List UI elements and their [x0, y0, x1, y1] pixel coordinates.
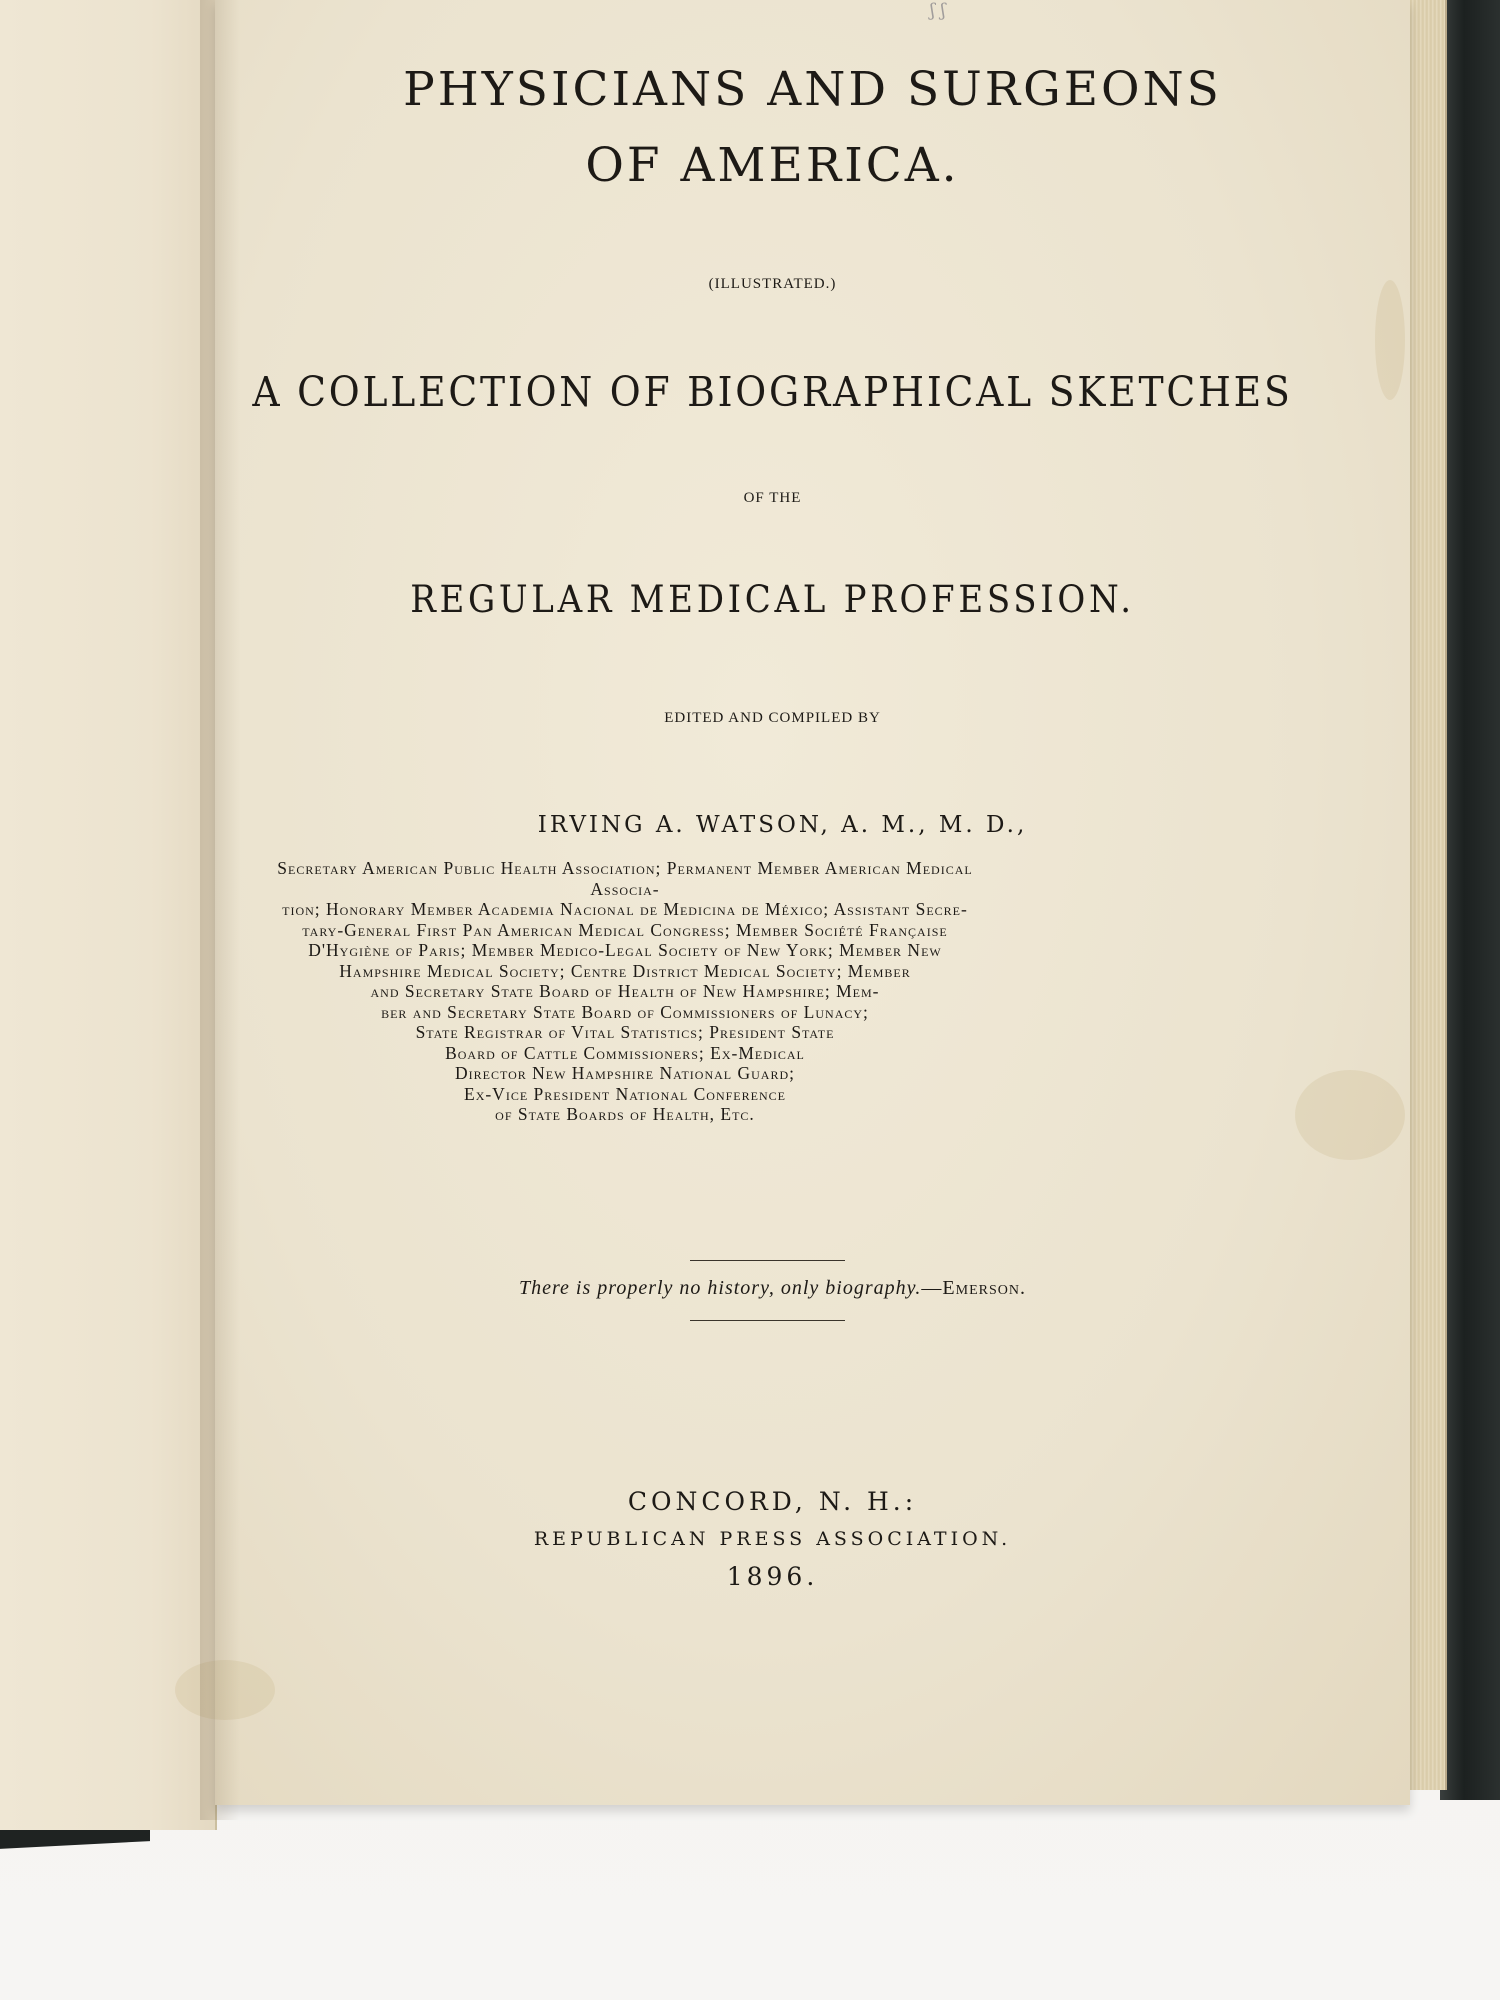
- gutter-shadow: [200, 0, 240, 1820]
- subtitle: A COLLECTION OF BIOGRAPHICAL SKETCHES: [252, 368, 1293, 416]
- editor-credentials: [255, 858, 995, 1125]
- imprint-year: 1896.: [726, 1562, 819, 1591]
- page-stain: [1375, 280, 1405, 400]
- credentials-line: State Registrar of Vital Statistics; President State: [415, 1022, 835, 1042]
- of-the-label: OF THE: [743, 490, 802, 506]
- credentials-line: ber and Secretary State Board of Commissioners of Lunacy;: [381, 1001, 869, 1022]
- illustrated-label: (ILLUSTRATED.): [708, 276, 837, 292]
- imprint-publisher: REPUBLICAN PRESS ASSOCIATION.: [533, 1528, 1012, 1550]
- edited-by-label: EDITED AND COMPILED BY: [664, 710, 881, 726]
- credentials-line: D'Hygiène of Paris; Member Medico-Legal Society of New York; Member New: [308, 940, 942, 960]
- credentials-line: Ex-Vice President National Conference: [464, 1083, 786, 1104]
- title-line-1: PHYSICIANS AND SURGEONS: [403, 62, 1222, 117]
- title-line-2: OF AMERICA.: [585, 138, 960, 193]
- rule-top: [690, 1260, 845, 1261]
- profession-title: REGULAR MEDICAL PROFESSION.: [410, 578, 1135, 621]
- page-edges: [1405, 0, 1447, 1790]
- rule-bottom: [690, 1320, 845, 1321]
- imprint-place: CONCORD, N. H.:: [627, 1487, 918, 1516]
- epigraph-text: There is properly no history, only biography.: [519, 1277, 922, 1299]
- epigraph: [175, 1277, 1370, 1300]
- credentials-line: tion; Honorary Member Academia Nacional de Medicina de México; Assistant Secre-: [282, 899, 968, 919]
- credentials-line: Hampshire Medical Society; Centre District Medical Society; Member: [339, 960, 911, 981]
- page-stain: [1295, 1070, 1405, 1160]
- credentials-line: Board of Cattle Commissioners; Ex-Medical: [445, 1042, 805, 1063]
- credentials-line: of State Boards of Health, Etc.: [495, 1104, 755, 1124]
- pencil-mark: ʃ ʃ: [930, 0, 946, 21]
- book-cover-edge: [1440, 0, 1500, 1800]
- credentials-line: tary-General First Pan American Medical Congress; Member Société Française: [302, 919, 948, 940]
- credentials-line: Secretary American Public Health Association; Permanent Member American Medical Associa-: [277, 858, 973, 899]
- left-facing-page: [0, 0, 217, 1830]
- epigraph-author: —Emerson.: [921, 1277, 1026, 1299]
- credentials-line: and Secretary State Board of Health of New Hampshire; Mem-: [370, 981, 880, 1001]
- editor-name: IRVING A. WATSON, A. M., M. D.,: [537, 812, 1028, 838]
- credentials-line: Director New Hampshire National Guard;: [455, 1063, 795, 1083]
